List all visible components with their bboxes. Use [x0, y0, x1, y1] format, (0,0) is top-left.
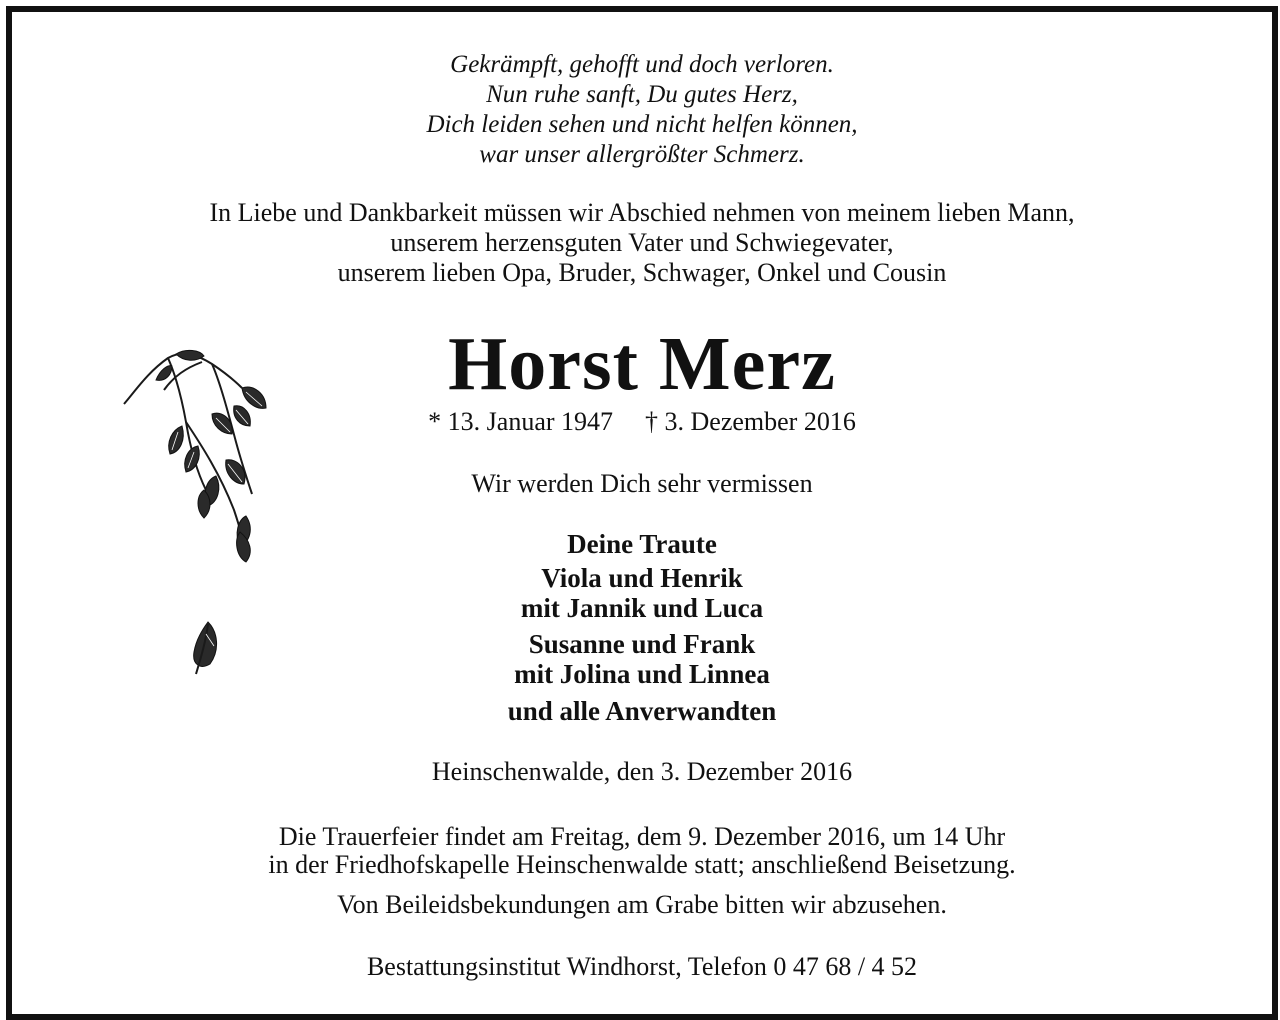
intro-line: In Liebe und Dankbarkeit müssen wir Abschied nehmen von meinem lieben Mann,: [209, 198, 1075, 227]
mourner-line: Viola und Henrik: [541, 563, 743, 593]
mourner-line: Deine Traute: [567, 529, 717, 559]
mourner-line: mit Jolina und Linnea: [514, 659, 770, 689]
poem-line: Nun ruhe sanft, Du gutes Herz,: [486, 81, 798, 108]
mourner-line: Susanne und Frank: [528, 629, 756, 659]
place-date: Heinschenwalde, den 3. Dezember 2016: [431, 757, 853, 786]
undertaker-contact: Bestattungsinstitut Windhorst, Telefon 0 47 68 / 4 52: [366, 952, 918, 981]
poem-line: Dich leiden sehen und nicht helfen können,: [426, 111, 858, 138]
condolence-note: Von Beileidsbekundungen am Grabe bitten wir abzusehen.: [337, 890, 947, 919]
poem-line: Gekrämpft, gehofft und doch verloren.: [450, 51, 834, 78]
intro-line: unserem lieben Opa, Bruder, Schwager, Onkel und Cousin: [337, 258, 947, 287]
deceased-name: Horst Merz: [448, 322, 836, 406]
miss-line: Wir werden Dich sehr vermissen: [471, 469, 813, 498]
mourner-line: und alle Anverwandten: [507, 696, 777, 726]
birth-date: * 13. Januar 1947: [428, 407, 614, 436]
funeral-line: in der Friedhofskapelle Heinschenwalde statt; anschließend Beisetzung.: [268, 850, 1016, 879]
mourner-line: mit Jannik und Luca: [520, 593, 764, 623]
obituary-notice: [6, 6, 1278, 1020]
funeral-line: Die Trauerfeier findet am Freitag, dem 9. Dezember 2016, um 14 Uhr: [278, 822, 1006, 851]
death-date: † 3. Dezember 2016: [645, 407, 856, 436]
poem-line: war unser allergrößter Schmerz.: [479, 141, 805, 168]
birch-branch-icon: [116, 342, 276, 567]
falling-leaf-icon: [184, 618, 228, 682]
intro-line: unserem herzensguten Vater und Schwiegevater,: [390, 228, 894, 257]
